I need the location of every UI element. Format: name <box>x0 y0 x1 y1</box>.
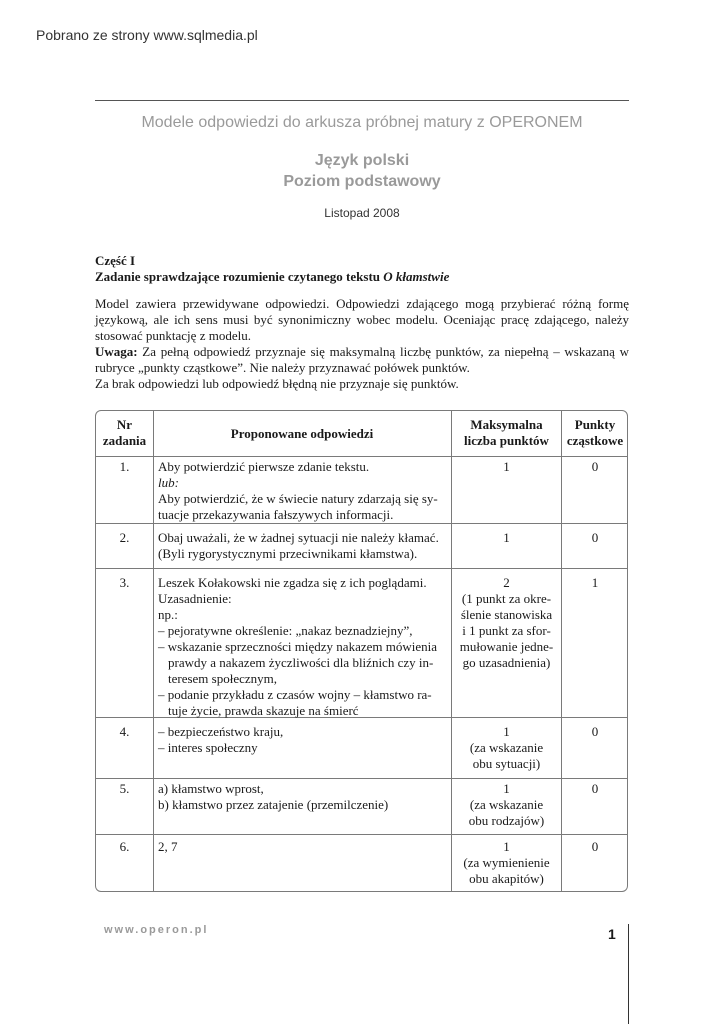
row-3-answer <box>158 575 448 719</box>
answer-line: teresem społecznym, <box>168 671 278 686</box>
instructions <box>95 296 629 392</box>
row-divider <box>96 456 627 457</box>
answer-line: Leszek Kołakowski nie zgadza się z ich poglądami. <box>158 575 427 590</box>
answer-line: Aby potwierdzić, że w świecie natury zdarzają się sy- <box>158 491 438 506</box>
row-6-partial: 0 <box>591 839 599 854</box>
row-divider <box>96 778 627 779</box>
header-nr-line1: Nr <box>116 417 133 432</box>
max-line: 1 <box>503 530 510 545</box>
answer-line: 2, 7 <box>158 839 178 854</box>
row-5-max <box>452 781 561 829</box>
answer-line: lub: <box>158 475 179 490</box>
row-2-partial: 0 <box>591 530 599 545</box>
row-divider <box>96 523 627 524</box>
max-line: 1 <box>503 781 510 796</box>
row-1-max <box>452 459 561 475</box>
row-3-max <box>452 575 561 671</box>
task-title <box>95 269 449 285</box>
row-2-nr: 2. <box>119 530 130 545</box>
answer-line: tuje życie, prawda skazuje na śmierć <box>168 703 359 718</box>
header-nr-line2: zadania <box>102 433 147 448</box>
answers-table <box>95 410 628 892</box>
max-line: (za wskazanie <box>469 797 544 812</box>
row-2-answer <box>158 530 448 562</box>
row-4-max <box>452 724 561 772</box>
answer-line: a) kłamstwo wprost, <box>158 781 264 796</box>
max-line: 1 <box>503 459 510 474</box>
row-6-answer <box>158 839 448 855</box>
date-line: Listopad 2008 <box>324 206 400 220</box>
header-max <box>452 417 561 449</box>
part-heading <box>95 253 449 285</box>
answer-line: – interes społeczny <box>158 740 258 755</box>
row-1-partial: 0 <box>591 459 599 474</box>
header-max-line2: liczba punktów <box>464 433 549 448</box>
no-answer-paragraph: Za brak odpowiedzi lub odpowiedź błędną nie przyznaje się punktów. <box>95 376 459 391</box>
subject-heading <box>95 150 629 192</box>
header-title: Modele odpowiedzi do arkusza próbnej matury z OPERONEM <box>141 114 583 131</box>
header-partial <box>562 417 628 449</box>
row-5-partial: 0 <box>591 781 599 796</box>
col-divider <box>561 411 562 891</box>
row-4-answer <box>158 724 448 756</box>
answer-line: Aby potwierdzić pierwsze zdanie tekstu. <box>158 459 370 474</box>
subject-title: Język polski <box>314 152 410 169</box>
row-4-partial: 0 <box>591 724 599 739</box>
max-line: (za wskazanie <box>469 740 544 755</box>
page-side-rule <box>628 924 629 1024</box>
answer-line: – bezpieczeństwo kraju, <box>158 724 284 739</box>
task-title-italic: O kłamstwie <box>383 269 450 284</box>
answer-line: (Byli rygorystycznymi przeciwnikami kłamstwa). <box>158 546 418 561</box>
header-max-line1: Maksymalna <box>470 417 543 432</box>
max-line: (za wymienienie <box>463 855 550 870</box>
row-2-max <box>452 530 561 546</box>
row-3-nr: 3. <box>119 575 130 590</box>
header-partial-line1: Punkty <box>574 417 616 432</box>
max-line: 1 <box>503 724 510 739</box>
row-4-nr: 4. <box>119 724 130 739</box>
level-title: Poziom podstawowy <box>283 173 441 190</box>
task-title-prefix: Zadanie sprawdzające rozumienie czytanego tekstu <box>95 269 384 284</box>
row-5-nr: 5. <box>119 781 130 796</box>
row-1-nr: 1. <box>119 459 130 474</box>
row-divider <box>96 568 627 569</box>
max-line: 2 <box>503 575 510 590</box>
answer-line: tuacje przekazywania fałszywych informacji. <box>158 507 394 522</box>
row-6-nr: 6. <box>119 839 130 854</box>
max-line: i 1 punkt za sfor- <box>462 623 551 638</box>
max-line: obu rodzajów) <box>468 813 545 828</box>
header-rule <box>95 100 629 101</box>
row-1-answer <box>158 459 448 523</box>
source-line: Pobrano ze strony www.sqlmedia.pl <box>36 27 258 43</box>
note-paragraph <box>95 344 629 376</box>
note-text: Za pełną odpowiedź przyznaje się maksymalną liczbę punktów, za niepełną – wskazaną w rubryce „punkty cząstkowe”. Nie należy przyznawać połówek punktów. <box>95 344 629 375</box>
row-6-max <box>452 839 561 887</box>
answer-line: – podanie przykładu z czasów wojny – kłamstwo ra- <box>158 687 432 702</box>
max-line: 1 <box>503 839 510 854</box>
answer-line: np.: <box>158 607 178 622</box>
header-answers: Proponowane odpowiedzi <box>230 426 374 441</box>
row-3-partial: 1 <box>591 575 599 590</box>
header-nr <box>96 417 153 449</box>
header-partial-line2: cząstkowe <box>566 433 624 448</box>
max-line: go uzasadnienia) <box>462 655 551 670</box>
answer-line: – wskazanie sprzeczności między nakazem mówienia <box>158 639 438 654</box>
row-divider <box>96 834 627 835</box>
max-line: mułowanie jedne- <box>459 639 554 654</box>
part-title: Część I <box>95 253 136 268</box>
note-label: Uwaga: <box>95 344 138 359</box>
col-divider <box>153 411 154 891</box>
answer-line: – pejoratywne określenie: „nakaz beznadziejny”, <box>158 623 413 638</box>
page-number: 1 <box>608 926 616 942</box>
max-line: ślenie stanowiska <box>460 607 553 622</box>
answer-line: b) kłamstwo przez zatajenie (przemilczenie) <box>158 797 389 812</box>
answer-line: Uzasadnienie: <box>158 591 232 606</box>
answer-line: prawdy a nakazem życzliwości dla bliźnich czy in- <box>168 655 434 670</box>
max-line: obu sytuacji) <box>472 756 541 771</box>
footer-url: www.operon.pl <box>104 924 209 936</box>
row-5-answer <box>158 781 448 813</box>
answer-line: Obaj uważali, że w żadnej sytuacji nie należy kłamać. <box>158 530 439 545</box>
max-line: (1 punkt za okre- <box>461 591 552 606</box>
intro-paragraph: Model zawiera przewidywane odpowiedzi. Odpowiedzi zdającego mogą przybierać różną formę językową, ale ich sens musi być synonimiczny wobec modelu. Oceniając pracę zdającego, należy stosować punktację z modelu. <box>95 296 629 343</box>
max-line: obu akapitów) <box>469 871 544 886</box>
